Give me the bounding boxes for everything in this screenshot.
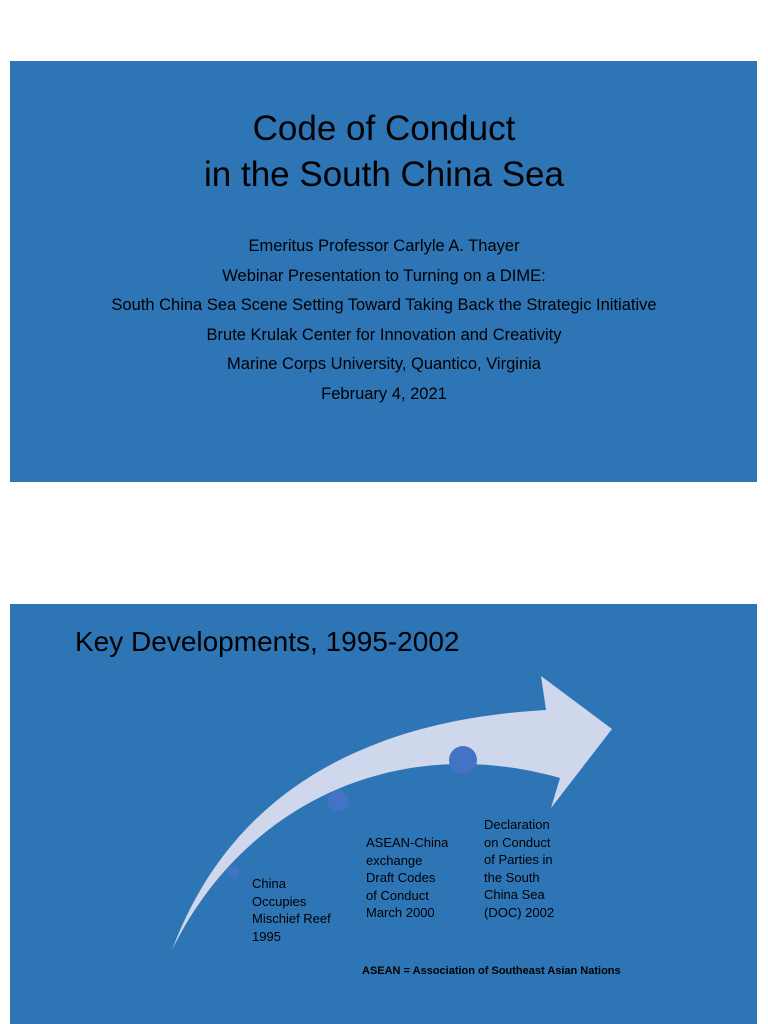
title-line-2: in the South China Sea bbox=[204, 155, 564, 194]
label-line: the South bbox=[484, 869, 540, 885]
label-line: Declaration bbox=[484, 817, 550, 832]
presentation-date: February 4, 2021 bbox=[321, 384, 447, 403]
slide-title: Key Developments, 1995-2002 bbox=[75, 626, 460, 657]
label-line: (DOC) 2002 bbox=[484, 904, 555, 920]
milestone-marker-2002 bbox=[449, 746, 477, 774]
label-line: Occupies bbox=[252, 893, 307, 909]
label-line: China Sea bbox=[484, 887, 545, 902]
host-institution: Marine Corps University, Quantico, Virginia bbox=[227, 355, 541, 373]
label-line: China bbox=[252, 876, 286, 891]
acronym-footnote: ASEAN = Association of Southeast Asian Nations bbox=[362, 965, 621, 977]
label-line: March 2000 bbox=[366, 905, 435, 920]
milestone-marker-2000 bbox=[328, 791, 349, 812]
label-line: Draft Codes bbox=[366, 870, 436, 885]
event-line-2: South China Sea Scene Setting Toward Taking Back the Strategic Initiative bbox=[111, 296, 657, 314]
label-line: ASEAN-China bbox=[366, 835, 449, 850]
title-line-1: Code of Conduct bbox=[252, 109, 516, 148]
label-line: exchange bbox=[366, 852, 423, 868]
event-line-1: Webinar Presentation to Turning on a DIME: bbox=[222, 266, 546, 285]
label-line: on Conduct bbox=[484, 834, 551, 850]
milestone-label-1995 bbox=[252, 875, 331, 945]
label-line: of Conduct bbox=[366, 887, 429, 903]
milestone-label-2000 bbox=[366, 834, 448, 922]
milestone-marker-1995 bbox=[227, 866, 239, 878]
milestone-label-2002 bbox=[484, 816, 554, 921]
presenter-name: Emeritus Professor Carlyle A. Thayer bbox=[248, 237, 520, 255]
label-line: of Parties in bbox=[484, 852, 553, 867]
host-center: Brute Krulak Center for Innovation and Creativity bbox=[206, 325, 562, 344]
label-line: 1995 bbox=[252, 928, 281, 944]
label-line: Mischief Reef bbox=[252, 911, 331, 926]
